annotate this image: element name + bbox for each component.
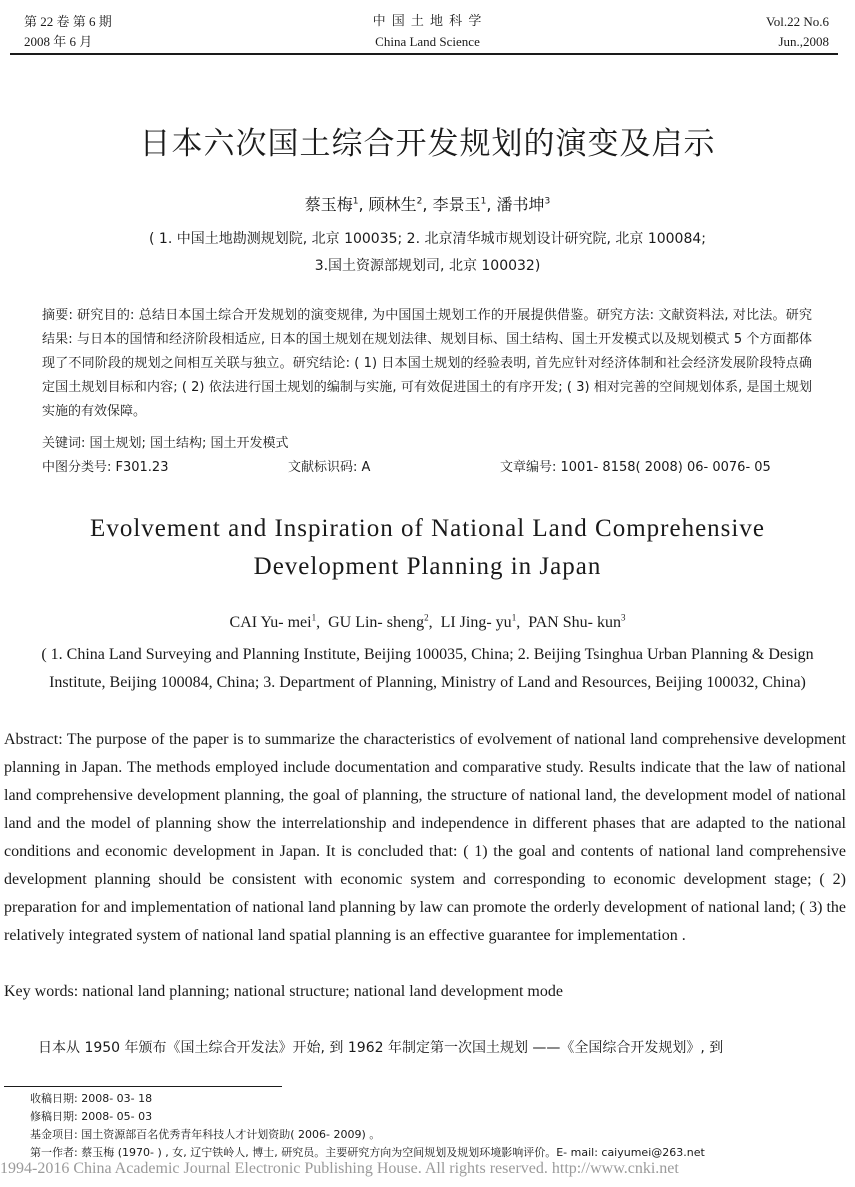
header-volume-en-block xyxy=(766,12,829,52)
footnote-received: 收稿日期: 2008- 03- 18 xyxy=(30,1092,153,1105)
author-affil-mark: 2 xyxy=(416,196,423,207)
english-authors: CAI Yu- mei$^1$, GU Lin- sheng$^2$, LI Jing- $yu^1$, PAN Shu- kun$^3$ xyxy=(229,612,626,631)
header-journal-cn: 中 国 土 地 科 学 xyxy=(372,14,483,29)
author-affil-mark: 2 xyxy=(424,612,429,623)
english-affiliation-line: ( 1. China Land Surveying and Planning Institute, Beijing 100035, China; 2. Beijing Tsinghua Urban Planning & Design xyxy=(41,646,814,663)
article-number: 文章编号: 1001- 8158( 2008) 06- 0076- 05 xyxy=(500,460,771,475)
chinese-affiliation-line: 3.国土资源部规划司, 北京 100032) xyxy=(314,258,541,274)
classification-row xyxy=(42,456,812,480)
english-keywords: Key words: national land planning; national structure; national land development mode xyxy=(4,983,563,1000)
header-journal-name xyxy=(0,12,855,52)
footnote-rule xyxy=(4,1086,282,1087)
document-code: 文献标识码: A xyxy=(288,460,371,475)
header-volume-en: Vol.22 No.6 xyxy=(766,14,829,29)
footnotes xyxy=(30,1090,830,1162)
author-affil-mark: 1 xyxy=(511,612,517,623)
english-affiliations xyxy=(0,641,855,697)
header-date-cn: 2008 年 6 月 xyxy=(24,34,93,49)
author-affil-mark: 3 xyxy=(544,196,551,207)
author-name: CAI Yu- mei xyxy=(229,614,312,631)
header-volume-cn: 第 22 卷 第 6 期 xyxy=(24,14,112,29)
english-affiliation-line: Institute, Beijing 100084, China; 3. Department of Planning, Ministry of Land and Resources, Beijing 100032, China) xyxy=(49,674,806,691)
chinese-affiliation-line: ( 1. 中国土地勘测规划院, 北京 100035; 2. 北京清华城市规划设计研究院, 北京 100084; xyxy=(149,231,706,247)
chinese-affiliations xyxy=(0,226,855,280)
author-name: 潘书坤 xyxy=(496,195,545,214)
chinese-title: 日本六次国土综合开发规划的演变及启示 xyxy=(139,126,716,162)
author-name: 蔡玉梅 xyxy=(304,195,353,214)
author-affil-mark: 1 xyxy=(352,196,359,207)
header-rule xyxy=(10,53,838,55)
author-name: PAN Shu- kun xyxy=(528,614,621,631)
english-title-line: Development Planning in Japan xyxy=(253,553,602,580)
classification-number: 中图分类号: F301.23 xyxy=(42,460,169,475)
english-abstract: Abstract: The purpose of the paper is to summarize the characteristics of evolvement of national land comprehensive development planning in Japan. The methods employed include documentation and comparative study. Results indicate that the law of national land comprehensive development planning, the goal of planning, the structure of national land, the development model of national land and the model of planning show the interrelationship and independence in different phases that are adapted to the national conditions and economic development in Japan. It is concluded that: ( 1) the goal and contents of national land comprehensive development planning should be consistent with economic system and corresponding to economic development stage; ( 2) preparation for and implementation of national land planning by law can promote the orderly development of national land; ( 3) the relatively integrated system of national land spatial planning is an effective guarantee for implementation . xyxy=(4,731,846,944)
cnki-watermark: 1994-2016 China Academic Journal Electronic Publishing House. All rights reserved. http://www.cnki.net xyxy=(0,1160,679,1177)
author-affil-mark: 1 xyxy=(311,612,317,623)
header-date-en: Jun.,2008 xyxy=(778,34,829,49)
english-title-line: Evolvement and Inspiration of National Land Comprehensive xyxy=(90,515,765,542)
footnote-author-info: 第一作者: 蔡玉梅 (1970- ) , 女, 辽宁铁岭人, 博士, 研究员。主要研究方向为空间规划及规划环境影响评价。E- mail: caiyumei@263.net xyxy=(30,1146,705,1159)
author-affil-mark: 3 xyxy=(620,612,626,623)
author-name: GU Lin- sheng xyxy=(328,614,425,631)
chinese-keywords: 关键词: 国土规划; 国土结构; 国土开发模式 xyxy=(42,436,289,451)
footnote-revised: 修稿日期: 2008- 05- 03 xyxy=(30,1110,153,1123)
journal-header xyxy=(0,10,855,54)
author-name: LI Jing- yu xyxy=(440,614,512,631)
chinese-authors: 蔡玉梅$^1$, 顾林生$^2$, 李景玉$^1$, 潘书坤$^3$ xyxy=(304,195,551,214)
english-title xyxy=(0,510,855,586)
footnote-funding: 基金项目: 国土资源部百名优秀青年科技人才计划资助( 2006- 2009) 。 xyxy=(30,1128,381,1141)
author-name: 李景玉 xyxy=(432,195,481,214)
body-paragraph: 日本从 1950 年颁布《国土综合开发法》开始, 到 1962 年制定第一次国土规划 ——《全国综合开发规划》, 到 xyxy=(38,1040,724,1056)
chinese-abstract: 摘要: 研究目的: 总结日本国土综合开发规划的演变规律, 为中国国土规划工作的开展提供借鉴。研究方法: 文献资料法, 对比法。研究结果: 与日本的国情和经济阶段相适应, 日本的国土规划在规划法律、规划目标、国土结构、国土开发模式以及规划模式 5 个方面都体现了不同阶段的规划之间相互关联与独立。研究结论: ( 1) 日本国土规划的经验表明, 首先应针对经济体制和社会经济发展阶段特点确定国土规划目标和内容; ( 2) 依法进行国土规划的编制与实施, 可有效促进国土的有序开发; ( 3) 相对完善的空间规划体系, 是国土规划实施的有效保障。 xyxy=(42,308,812,419)
author-name: 顾林生 xyxy=(368,195,417,214)
author-affil-mark: 1 xyxy=(480,196,487,207)
header-journal-en: China Land Science xyxy=(375,34,480,49)
